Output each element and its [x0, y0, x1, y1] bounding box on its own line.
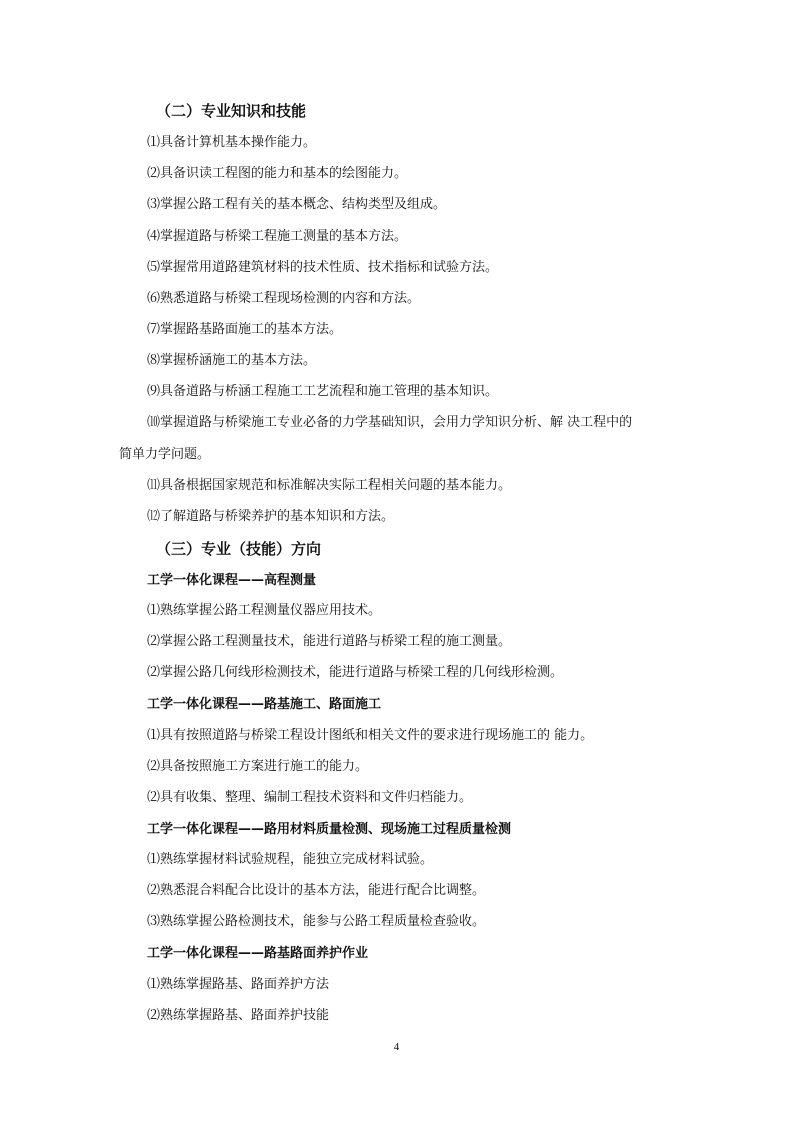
course-title: 工学一体化课程——高程测量 [147, 573, 317, 588]
list-item: ⑸掌握常用道路建筑材料的技术性质、技术指标和试验方法。 [147, 260, 499, 275]
page-number: 4 [393, 1041, 400, 1053]
list-item: ⑾具备根据国家规范和标准解决实际工程相关问题的基本能力。 [147, 478, 512, 493]
list-item: ⑵熟练掌握路基、路面养护技能 [147, 1008, 330, 1023]
list-item-continuation: 简单力学问题。 [119, 447, 211, 462]
list-item: ⑼具备道路与桥涵工程施工工艺流程和施工管理的基本知识。 [147, 384, 499, 399]
course-title: 工学一体化课程——路用材料质量检测、现场施工过程质量检测 [147, 822, 512, 837]
course-title: 工学一体化课程——路基路面养护作业 [147, 946, 369, 961]
list-item: ⑴具备计算机基本操作能力。 [147, 135, 317, 150]
list-item: ⑿了解道路与桥梁养护的基本知识和方法。 [147, 509, 395, 524]
list-item: ⑵熟悉混合料配合比设计的基本方法，能进行配合比调整。 [147, 883, 486, 898]
list-item: ⑶掌握公路工程有关的基本概念、结构类型及组成。 [147, 197, 447, 212]
list-item: ⑵具有收集、整理、编制工程技术资料和文件归档能力。 [147, 790, 473, 805]
list-item: ⑴熟练掌握材料试验规程，能独立完成材料试验。 [147, 852, 434, 867]
list-item: ⑽掌握道路与桥梁施工专业必备的力学基础知识，会用力学知识分析、解 决工程中的 [147, 415, 633, 430]
list-item: ⑴熟练掌握公路工程测量仪器应用技术。 [147, 603, 382, 618]
list-item: ⑺掌握路基路面施工的基本方法。 [147, 322, 343, 337]
list-item: ⑵具备按照施工方案进行施工的能力。 [147, 759, 369, 774]
list-item: ⑻掌握桥涵施工的基本方法。 [147, 353, 317, 368]
list-item: ⑵掌握公路几何线形检测技术，能进行道路与桥梁工程的几何线形检测。 [147, 665, 564, 680]
list-item: ⑷掌握道路与桥梁工程施工测量的基本方法。 [147, 229, 408, 244]
section-heading-specialty-direction: （三）专业（技能）方向 [156, 540, 322, 558]
section-heading-knowledge-skills: （二）专业知识和技能 [156, 102, 307, 120]
list-item: ⑴具有按照道路与桥梁工程设计图纸和相关文件的要求进行现场施工的 能力。 [147, 728, 594, 743]
list-item: ⑵具备识读工程图的能力和基本的绘图能力。 [147, 166, 408, 181]
course-title: 工学一体化课程——路基施工、路面施工 [147, 697, 382, 712]
list-item: ⑵掌握公路工程测量技术，能进行道路与桥梁工程的施工测量。 [147, 634, 512, 649]
list-item: ⑶熟练掌握公路检测技术，能参与公路工程质量检查验收。 [147, 914, 486, 929]
list-item: ⑹熟悉道路与桥梁工程现场检测的内容和方法。 [147, 291, 421, 306]
list-item: ⑴熟练掌握路基、路面养护方法 [147, 977, 330, 992]
